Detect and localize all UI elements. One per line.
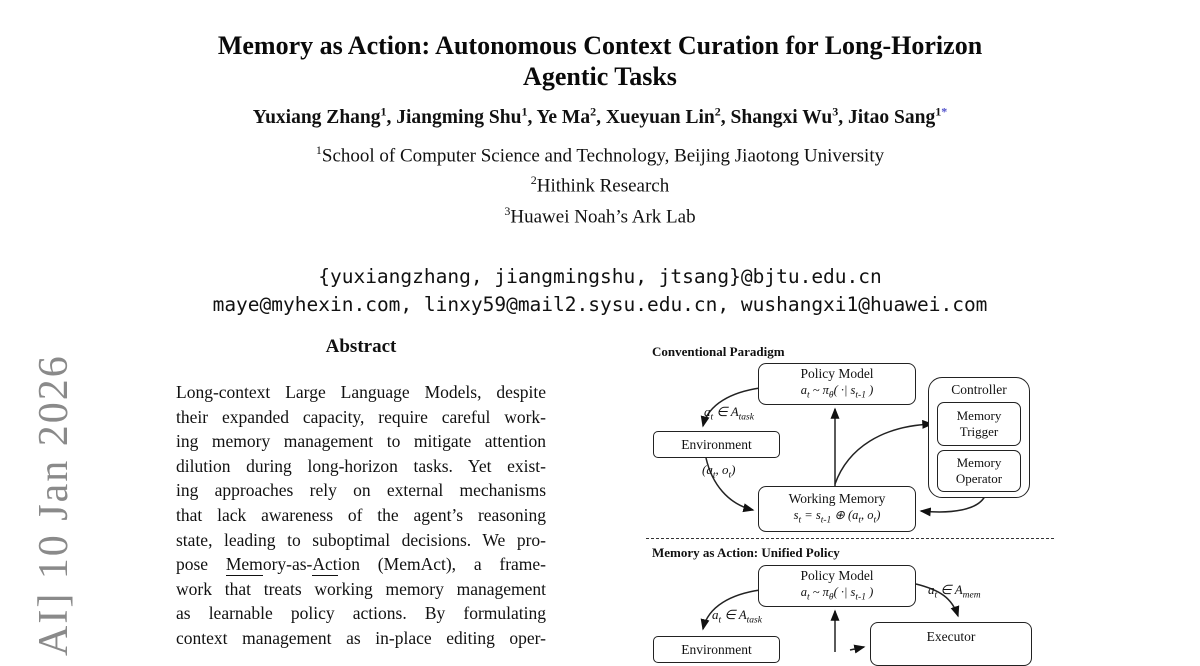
label-a-mem: $a_t$ ∈ $A_{mem}$ [928,582,981,601]
figure-paradigm-diagram [640,344,1060,657]
label-a-task-1: $a_t$ ∈ $A_{task}$ [704,404,754,423]
abstract-line: context management as in-place editing oper- [176,627,546,648]
author-line [0,104,1200,129]
policy-model-box-2 [758,565,916,607]
paper-title-line1: Memory as Action: Autonomous Context Curation for Long-Horizon [217,31,983,60]
abstract-line: ing memory management to mitigate attention [176,431,546,452]
environment-box-1: Environment [653,431,780,458]
label-a-task-2: $a_t$ ∈ $A_{task}$ [712,607,762,626]
arrow-operator-to-wm [921,496,985,512]
author: Shangxi Wu$^3$, [730,104,848,128]
email-line: {yuxiangzhang, jiangmingshu, jtsang}@bjtu.edu.cn [318,265,882,289]
abstract-line: that lack awareness of the agent’s reasoning [176,504,546,525]
policy-model-equation: $a_t$ ~ $\pi_\theta$( ·| $s_{t-1}$ ) [800,584,874,603]
author: Jiangming Shu$^1$, [396,104,537,128]
abstract-line: their expanded capacity, require careful work- [176,406,546,427]
affiliation: $^1$School of Computer Science and Technology, Beijing Jiaotong University [315,142,885,166]
controller-box [928,377,1030,498]
abstract-line: pose Memory-as-Action (MemAct), a frame- [176,554,546,575]
policy-model-label: Policy Model [800,365,874,381]
policy-model-label: Policy Model [800,567,874,583]
title-block [0,30,1200,318]
paper-title-line2: Agentic Tasks [523,62,677,91]
working-memory-label: Working Memory [788,490,886,506]
executor-box: Executor [870,622,1032,666]
memory-trigger-box: Memory Trigger [937,402,1021,446]
abstract-line: as learnable policy actions. By formulating [176,603,546,624]
author-emails [0,263,1200,318]
arrow-into-executor-left [850,647,864,650]
author: Yuxiang Zhang$^1$, [252,104,397,128]
abstract-line: work that treats working memory management [176,578,546,599]
abstract-line: dilution during long-horizon tasks. Yet exist- [176,455,546,476]
panel2-heading: Memory as Action: Unified Policy [652,545,840,560]
affiliations [0,138,1200,230]
affiliation: $^3$Huawei Noah’s Ark Lab [504,203,696,227]
author: Xueyuan Lin$^2$, [605,104,731,128]
working-memory-equation: $s_t = s_{t-1}$ ⊕ ($a_t$, $o_t$) [793,507,881,526]
controller-label: Controller [951,382,1007,397]
abstract-section [176,336,546,651]
arrow-wm-to-trigger [835,424,932,484]
paper-title [0,30,1200,92]
affiliation: $^2$Hithink Research [530,173,670,197]
panel-divider [646,538,1054,539]
author: Ye Ma$^2$, [536,104,606,128]
abstract-line: state, leading to suboptimal decisions. We pro- [176,529,546,550]
policy-model-equation: $a_t$ ~ $\pi_\theta$( ·| $s_{t-1}$ ) [800,382,874,401]
label-action-obs: ($a_t$, $o_t$) [702,462,736,481]
working-memory-box [758,486,916,532]
memory-operator-box: Memory Operator [937,450,1021,492]
abstract-body [176,380,546,651]
environment-box-2: Environment [653,636,780,663]
abstract-line: Long-context Large Language Models, despite [176,382,546,402]
panel1-heading: Conventional Paradigm [652,344,785,359]
author: Jitao Sang$^{1*}$ [847,104,948,128]
abstract-heading: Abstract [325,336,397,357]
email-line: maye@myhexin.com, linxy59@mail2.sysu.edu.cn, wushangxi1@huawei.com [212,292,988,316]
abstract-line: ing approaches rely on external mechanisms [176,480,546,501]
policy-model-box-1 [758,363,916,405]
arxiv-watermark: AI] 10 Jan 2026 [31,354,77,656]
